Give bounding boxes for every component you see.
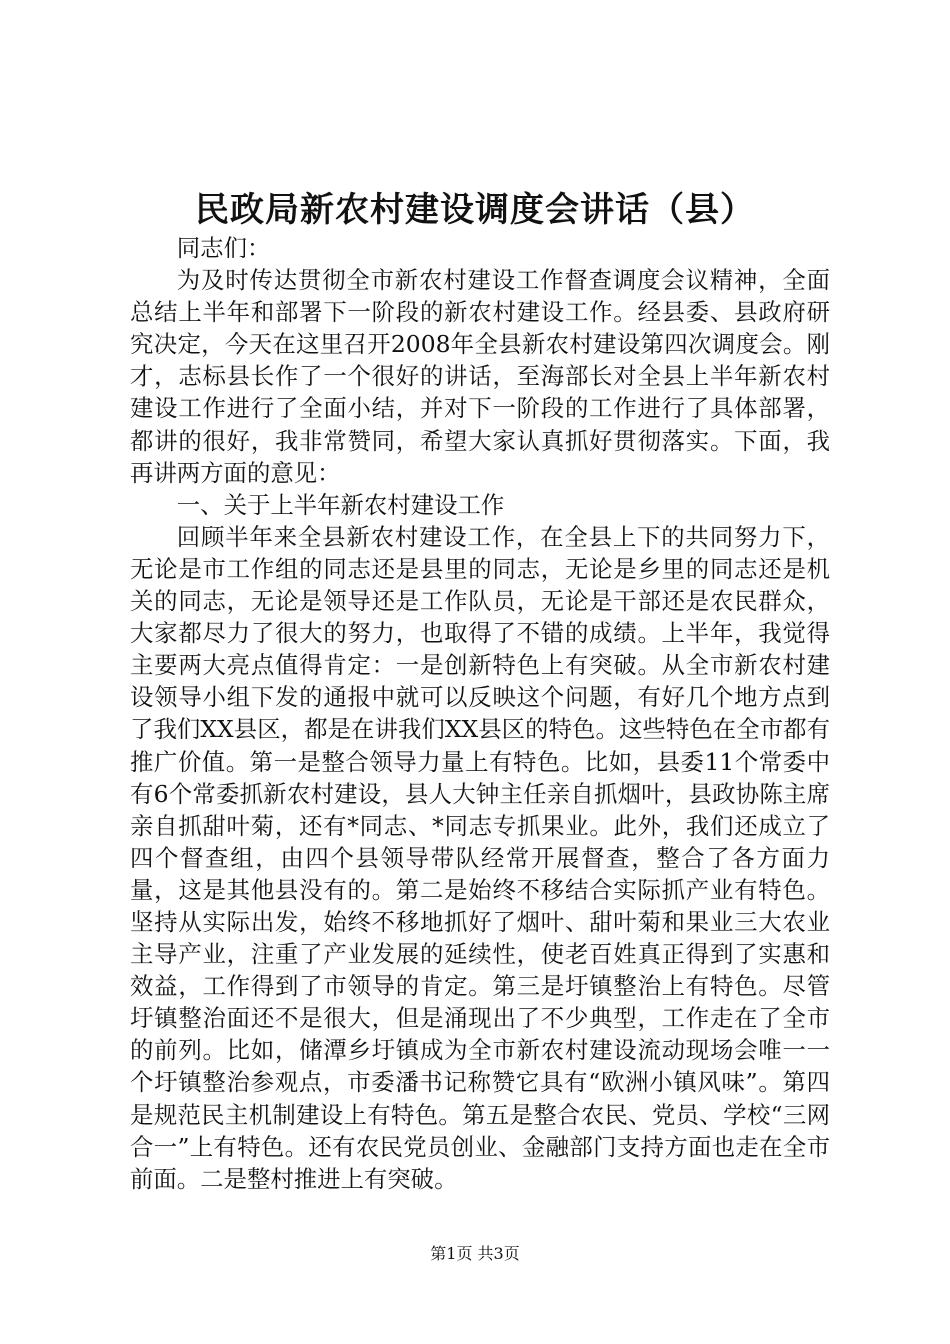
page-number-footer: 第1页 共3页 — [430, 1244, 520, 1263]
document-body — [130, 232, 830, 1195]
document-title: 民政局新农村建设调度会讲话（县） — [195, 190, 755, 230]
section-heading: 一、关于上半年新农村建设工作 — [176, 490, 505, 519]
intro-paragraph: 为及时传达贯彻全市新农村建设工作督查调度会议精神，全面总结上半年和部署下一阶段的新农村建设工作。经县委、县政府研究决定，今天在这里召开2008年全县新农村建设第四次调度会。刚才，志标县长作了一个很好的讲话，至海部长对全县上半年新农村建设工作进行了全面小结，并对下一阶段的工作进行了具体部署，都讲的很好，我非常赞同，希望大家认真抓好贯彻落实。下面，我再讲两方面的意见： — [130, 266, 830, 487]
salutation-paragraph: 同志们： — [176, 234, 271, 262]
review-paragraph: 回顾半年来全县新农村建设工作，在全县上下的共同努力下，无论是市工作组的同志还是县里的同志，无论是乡里的同志还是机关的同志，无论是领导还是工作队员，无论是干部还是农民群众，大家都尽力了很大的努力，也取得了不错的成绩。上半年，我觉得主要两大亮点值得肯定：一是创新特色上有突破。从全市新农村建设领导小组下发的通报中就可以反映这个问题，有好几个地方点到了我们XX县区，都是在讲我们XX县区的特色。这些特色在全市都有推广价值。第一是整合领导力量上有特色。比如，县委11个常委中有6个常委抓新农村建设，县人大钟主任亲自抓烟叶，县政协陈主席亲自抓甜叶菊，还有*同志、*同志专抓果业。此外，我们还成立了四个督查组，由四个县领导带队经常开展督查，整合了各方面力量，这是其他县没有的。第二是始终不移结合实际抓产业有特色。坚持从实际出发，始终不移地抓好了烟叶、甜叶菊和果业三大农业主导产业，注重了产业发展的延续性，使老百姓真正得到了实惠和效益，工作得到了市领导的肯定。第三是圩镇整治上有特色。尽管圩镇整治面还不是很大，但是涌现出了不少典型，工作走在了全市的前列。比如，储潭乡圩镇成为全市新农村建设流动现场会唯一一个圩镇整治参观点，市委潘书记称赞它具有“欧洲小镇风味”。第四是规范民主机制建设上有特色。第五是整合农民、党员、学校“三网合一”上有特色。还有农民党员创业、金融部门支持方面也走在全市前面。二是整村推进上有突破。 — [130, 522, 830, 1193]
